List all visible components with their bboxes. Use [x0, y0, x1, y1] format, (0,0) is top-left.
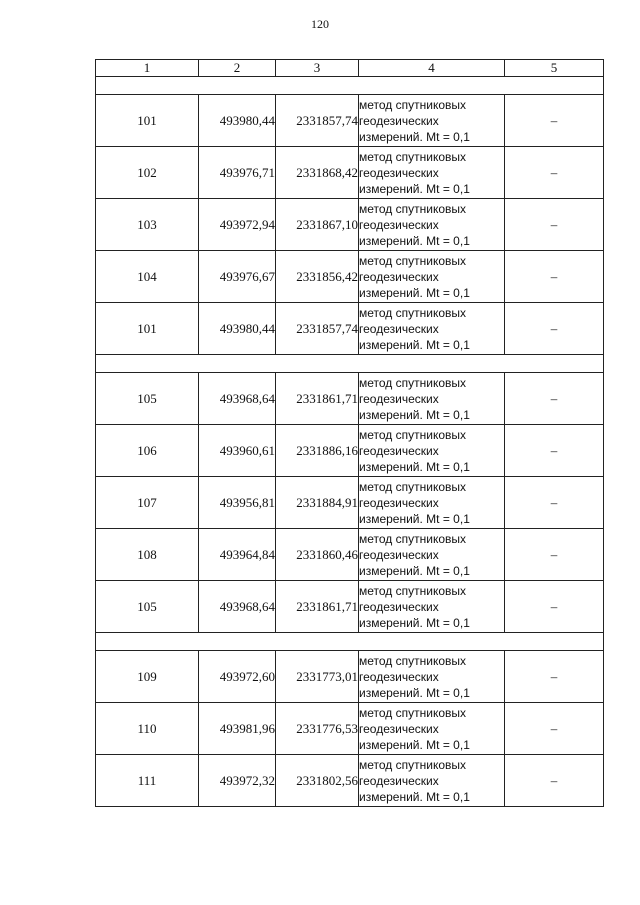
header-col-3: 3	[276, 60, 359, 77]
point-number-cell: 107	[96, 477, 199, 529]
y-coordinate-cell: 2331886,16	[276, 425, 359, 477]
method-text-line: геодезических	[359, 669, 439, 684]
method-text-line: измерений. Mt = 0,1	[359, 129, 470, 144]
dash-cell: –	[505, 703, 604, 755]
header-col-1: 1	[96, 60, 199, 77]
y-coordinate-cell: 2331884,91	[276, 477, 359, 529]
group-separator-cell	[96, 77, 604, 95]
table-row	[96, 581, 604, 633]
method-text-line: геодезических	[359, 495, 439, 510]
x-coordinate-cell: 493968,64	[199, 581, 276, 633]
x-coordinate-cell: 493980,44	[199, 95, 276, 147]
table-row	[96, 529, 604, 581]
point-number-cell: 110	[96, 703, 199, 755]
header-col-2: 2	[199, 60, 276, 77]
method-cell	[359, 199, 505, 251]
coordinates-table	[95, 59, 604, 807]
dash-cell: –	[505, 199, 604, 251]
dash-cell: –	[505, 477, 604, 529]
point-number-cell: 109	[96, 651, 199, 703]
method-text-line: измерений. Mt = 0,1	[359, 337, 470, 352]
point-number-cell: 103	[96, 199, 199, 251]
method-text-line: геодезических	[359, 443, 439, 458]
y-coordinate-cell: 2331857,74	[276, 95, 359, 147]
method-cell	[359, 755, 505, 807]
method-text-line: геодезических	[359, 113, 439, 128]
dash-cell: –	[505, 373, 604, 425]
method-text-line: измерений. Mt = 0,1	[359, 615, 470, 630]
dash-cell: –	[505, 147, 604, 199]
method-cell	[359, 477, 505, 529]
method-text-line: геодезических	[359, 599, 439, 614]
method-text-line: измерений. Mt = 0,1	[359, 285, 470, 300]
x-coordinate-cell: 493972,60	[199, 651, 276, 703]
method-cell	[359, 303, 505, 355]
dash-cell: –	[505, 581, 604, 633]
dash-cell: –	[505, 251, 604, 303]
x-coordinate-cell: 493960,61	[199, 425, 276, 477]
y-coordinate-cell: 2331773,01	[276, 651, 359, 703]
x-coordinate-cell: 493972,94	[199, 199, 276, 251]
method-text-line: измерений. Mt = 0,1	[359, 789, 470, 804]
table-row	[96, 373, 604, 425]
y-coordinate-cell: 2331867,10	[276, 199, 359, 251]
point-number-cell: 101	[96, 303, 199, 355]
y-coordinate-cell: 2331861,71	[276, 581, 359, 633]
method-text-line: измерений. Mt = 0,1	[359, 181, 470, 196]
x-coordinate-cell: 493981,96	[199, 703, 276, 755]
method-text-line: измерений. Mt = 0,1	[359, 685, 470, 700]
method-text-line: метод спутниковых	[359, 427, 467, 442]
group-separator-cell	[96, 355, 604, 373]
method-text-line: геодезических	[359, 721, 439, 736]
method-text-line: метод спутниковых	[359, 305, 467, 320]
method-text-line: измерений. Mt = 0,1	[359, 407, 470, 422]
method-text-line: метод спутниковых	[359, 375, 467, 390]
method-cell	[359, 373, 505, 425]
header-col-4: 4	[359, 60, 505, 77]
x-coordinate-cell: 493976,71	[199, 147, 276, 199]
method-text-line: метод спутниковых	[359, 253, 467, 268]
method-text-line: геодезических	[359, 217, 439, 232]
group-separator-row	[96, 355, 604, 373]
header-col-5: 5	[505, 60, 604, 77]
x-coordinate-cell: 493980,44	[199, 303, 276, 355]
point-number-cell: 105	[96, 581, 199, 633]
method-cell	[359, 95, 505, 147]
dash-cell: –	[505, 755, 604, 807]
table-row	[96, 651, 604, 703]
method-text-line: метод спутниковых	[359, 705, 467, 720]
group-separator-row	[96, 633, 604, 651]
dash-cell: –	[505, 529, 604, 581]
x-coordinate-cell: 493956,81	[199, 477, 276, 529]
x-coordinate-cell: 493964,84	[199, 529, 276, 581]
table-row	[96, 425, 604, 477]
table-row	[96, 477, 604, 529]
table-row	[96, 755, 604, 807]
table-row	[96, 199, 604, 251]
method-text-line: метод спутниковых	[359, 149, 467, 164]
table-row	[96, 147, 604, 199]
method-text-line: метод спутниковых	[359, 201, 467, 216]
method-text-line: геодезических	[359, 547, 439, 562]
method-text-line: измерений. Mt = 0,1	[359, 459, 470, 474]
point-number-cell: 104	[96, 251, 199, 303]
x-coordinate-cell: 493968,64	[199, 373, 276, 425]
table-row	[96, 303, 604, 355]
method-text-line: геодезических	[359, 165, 439, 180]
method-text-line: метод спутниковых	[359, 479, 467, 494]
dash-cell: –	[505, 425, 604, 477]
method-text-line: метод спутниковых	[359, 531, 467, 546]
method-cell	[359, 581, 505, 633]
point-number-cell: 102	[96, 147, 199, 199]
point-number-cell: 111	[96, 755, 199, 807]
method-text-line: геодезических	[359, 269, 439, 284]
group-separator-row	[96, 77, 604, 95]
method-cell	[359, 529, 505, 581]
table-row	[96, 703, 604, 755]
y-coordinate-cell: 2331868,42	[276, 147, 359, 199]
dash-cell: –	[505, 95, 604, 147]
table-row	[96, 95, 604, 147]
y-coordinate-cell: 2331857,74	[276, 303, 359, 355]
point-number-cell: 106	[96, 425, 199, 477]
point-number-cell: 105	[96, 373, 199, 425]
method-text-line: метод спутниковых	[359, 757, 467, 772]
method-text-line: метод спутниковых	[359, 653, 467, 668]
method-text-line: геодезических	[359, 391, 439, 406]
method-text-line: измерений. Mt = 0,1	[359, 511, 470, 526]
method-text-line: измерений. Mt = 0,1	[359, 563, 470, 578]
method-cell	[359, 147, 505, 199]
y-coordinate-cell: 2331776,53	[276, 703, 359, 755]
group-separator-cell	[96, 633, 604, 651]
y-coordinate-cell: 2331860,46	[276, 529, 359, 581]
method-text-line: геодезических	[359, 321, 439, 336]
method-text-line: метод спутниковых	[359, 583, 467, 598]
table-row	[96, 251, 604, 303]
method-cell	[359, 651, 505, 703]
dash-cell: –	[505, 651, 604, 703]
method-text-line: геодезических	[359, 773, 439, 788]
point-number-cell: 101	[96, 95, 199, 147]
method-text-line: измерений. Mt = 0,1	[359, 737, 470, 752]
header-row	[96, 60, 604, 77]
table-body	[96, 77, 604, 807]
method-text-line: измерений. Mt = 0,1	[359, 233, 470, 248]
page-number: 120	[311, 17, 329, 31]
method-text-line: метод спутниковых	[359, 97, 467, 112]
y-coordinate-cell: 2331802,56	[276, 755, 359, 807]
point-number-cell: 108	[96, 529, 199, 581]
method-cell	[359, 251, 505, 303]
x-coordinate-cell: 493972,32	[199, 755, 276, 807]
method-cell	[359, 703, 505, 755]
y-coordinate-cell: 2331861,71	[276, 373, 359, 425]
method-cell	[359, 425, 505, 477]
x-coordinate-cell: 493976,67	[199, 251, 276, 303]
y-coordinate-cell: 2331856,42	[276, 251, 359, 303]
dash-cell: –	[505, 303, 604, 355]
